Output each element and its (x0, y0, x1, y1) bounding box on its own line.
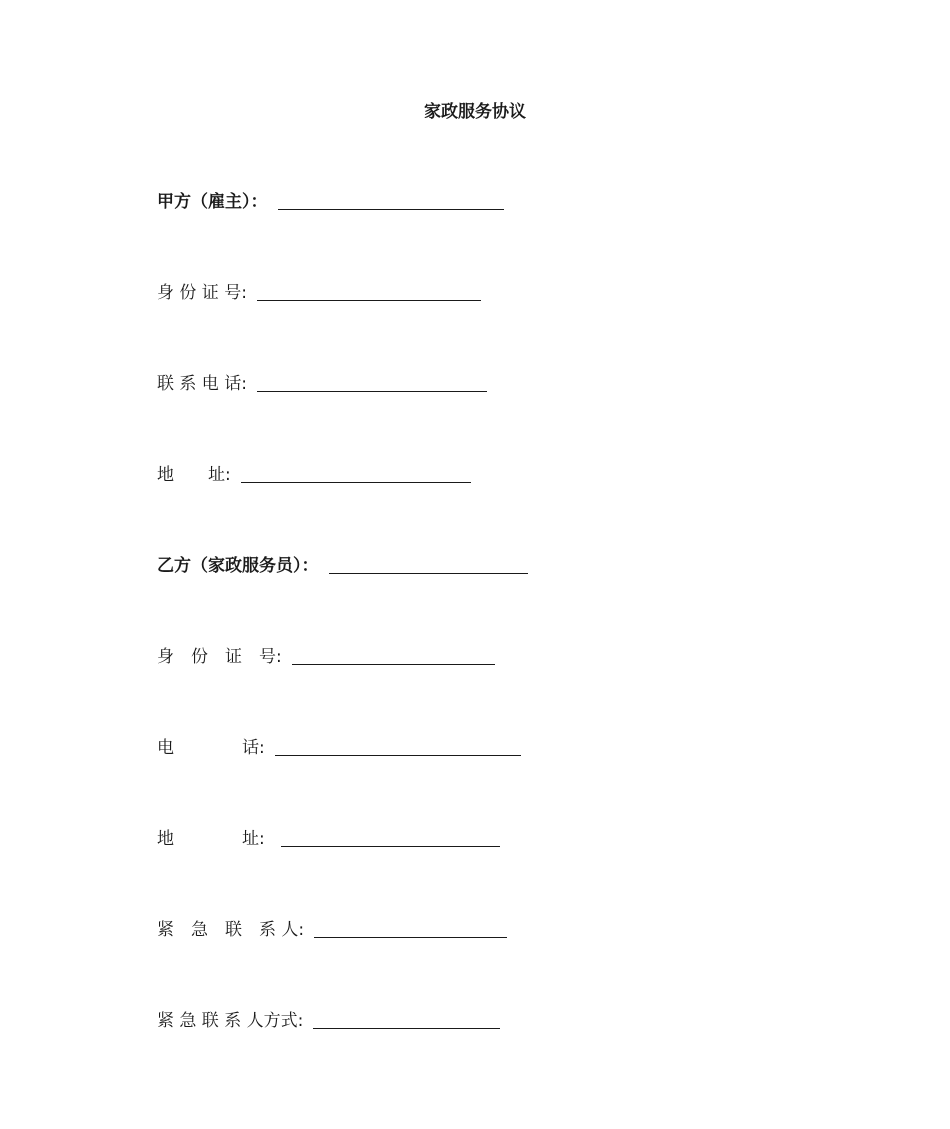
field-party-b-blank[interactable] (329, 572, 528, 574)
field-party-b-id-label: 身 份 证 号: (157, 647, 282, 667)
field-party-a-label: 甲方（雇主）： (157, 192, 268, 212)
field-party-b-address-blank[interactable] (281, 845, 500, 847)
field-party-a-address (157, 462, 471, 486)
field-party-b (157, 553, 528, 577)
field-party-a-phone-label: 联 系 电 话: (157, 374, 247, 394)
field-emergency-contact-method (157, 1008, 500, 1032)
field-emergency-contact (157, 917, 507, 941)
field-emergency-contact-label: 紧 急 联 系 人: (157, 920, 305, 940)
field-party-a-id (157, 280, 481, 304)
document-title: 家政服务协议 (424, 102, 526, 122)
field-party-b-address (157, 826, 500, 850)
field-party-b-address-label: 地 址: (157, 829, 265, 849)
field-party-b-phone-blank[interactable] (275, 754, 521, 756)
field-party-b-phone-label: 电 话: (157, 738, 265, 758)
field-party-a (157, 189, 504, 213)
field-party-b-id-blank[interactable] (292, 663, 495, 665)
field-party-a-address-label: 地 址: (157, 465, 231, 485)
field-party-a-phone-blank[interactable] (257, 390, 487, 392)
field-party-a-blank[interactable] (278, 208, 504, 210)
field-party-b-label: 乙方（家政服务员）： (157, 556, 319, 576)
field-party-a-address-blank[interactable] (241, 481, 471, 483)
field-party-a-id-label: 身 份 证 号: (157, 283, 247, 303)
field-party-a-id-blank[interactable] (257, 299, 481, 301)
field-emergency-contact-method-label: 紧 急 联 系 人方式: (157, 1011, 304, 1031)
field-party-b-phone (157, 735, 521, 759)
field-party-b-id (157, 644, 495, 668)
field-emergency-contact-method-blank[interactable] (313, 1027, 500, 1029)
field-emergency-contact-blank[interactable] (314, 936, 507, 938)
field-party-a-phone (157, 371, 487, 395)
